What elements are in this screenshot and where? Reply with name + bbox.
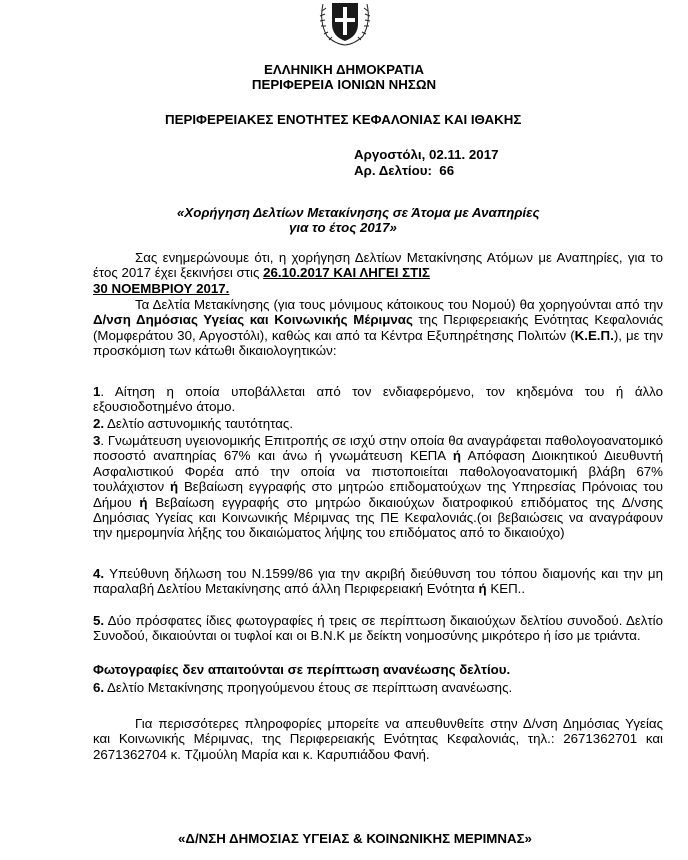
paragraph-start-date: Σας ενημερώνουμε ότι, η χορήγηση Δελτίων Μετακίνησης Ατόμων με Αναπηρίες, για το έτος 2017 έχει ξεκινήσει στις 26.10.2017 ΚΑΙ ΛΗΓΕΙ ΣΤΙΣ 30 ΝΟΕΜΒΡΙΟΥ 2017.: [93, 250, 663, 296]
dateline-date: Αργοστόλι, 02.11. 2017: [354, 147, 499, 162]
bulletin-number: 66: [439, 163, 455, 178]
requirement-3: 3. Γνωμάτευση υγειονομικής Επιτροπής σε ισχύ στην οποία θα αναγράφεται παθολογοανατομικό ποσοστό αναπηρίας 67% και άνω ή γνωμάτευση ΚΕΠΑ ή Απόφαση Διοικητικού Διευθυντή Ασφαλιστικού Φορέα από την οποία να πιστοποιείται παθολογοανατομική βλάβη 67% τουλάχιστον ή Βεβαίωση εγγραφής στο μητρώο επιδοματούχων της Υπηρεσίας Πρόνοιας του Δήμου ή Βεβαίωση εγγραφής στο μητρώο δικαιούχων διατροφικού επιδόματος της Δ/νσης Δημόσιας Υγείας και Κοινωνικής Μέριμνας της ΠΕ Κεφαλονιάς.(οι βεβαιώσεις να αναγράφουν την ημερομηνία λήξης του δικαιώματος λήψης του επιδόματος από το δικαιούχο): [93, 433, 663, 541]
header-region: ΠΕΡΙΦΕΡΕΙΑ ΙΟΝΙΩΝ ΝΗΣΩΝ: [251, 77, 437, 92]
paragraph-issuance: Τα Δελτία Μετακίνησης (για τους μόνιμους κάτοικους του Νομού) θα χορηγούνται από την Δ/νση Δημόσιας Υγείας και Κοινωνικής Μέριμνας της Περιφερειακής Ενότητας Κεφαλονιάς (Μομφεράτου 30, Αργοστόλι), καθώς και από τα Κέντρα Εξυπηρέτησης Πολιτών (Κ.Ε.Π.), με την προσκόμιση των κάτωθι δικαιολογητικών:: [93, 297, 663, 359]
hellenic-republic-emblem: [317, 0, 373, 46]
requirement-1: 1. Αίτηση η οποία υποβάλλεται από τον ενδιαφερόμενο, τον κηδεμόνα του ή άλλο εξουσιοδοτημένο άτομο.: [93, 384, 663, 415]
kep-abbrev: Κ.Ε.Π.: [574, 327, 614, 343]
directorate-name: Δ/νση Δημόσιας Υγείας και Κοινωνικής Μέριμνας: [93, 312, 413, 328]
bulletin-label: Αρ. Δελτίου:: [354, 163, 432, 178]
start-end-date: 26.10.2017 ΚΑΙ ΛΗΓΕΙ ΣΤΙΣ: [263, 265, 430, 281]
contact-paragraph: Για περισσότερες πληροφορίες μπορείτε να απευθυνθείτε στην Δ/νση Δημόσιας Υγείας και Κοινωνικής Μέριμνας, της Περιφερειακής Ενότητας Κεφαλονιάς, τηλ.: 2671362701 και 2671362704 κ. Τζιμούλη Μαρία και κ. Καρυπιάδου Φανή.: [93, 716, 663, 762]
requirement-6: 6. Δελτίο Μετακίνησης προηγούμενου έτους σε περίπτωση ανανέωσης.: [93, 680, 513, 695]
dateline-bulletin: [354, 163, 454, 178]
signature-directorate: «Δ/ΝΣΗ ΔΗΜΟΣΙΑΣ ΥΓΕΙΑΣ & ΚΟΙΝΩΝΙΚΗΣ ΜΕΡΙΜΝΑΣ»: [178, 831, 532, 846]
title-line-2: για το έτος 2017»: [289, 220, 397, 235]
requirement-5: 5. Δύο πρόσφατες ίδιες φωτογραφίες ή τρεις σε περίπτωση δικαιούχων δελτίου συνοδού. Δελτίο Συνοδού, δικαιούνται οι τυφλοί και οι Β.Ν.Κ με δείκτη νοημοσύνης μικρότερο ή ίσο με τριάντα.: [93, 613, 663, 644]
photo-renewal-note: Φωτογραφίες δεν απαιτούνται σε περίπτωση ανανέωσης δελτίου.: [93, 662, 511, 677]
requirement-4: 4. Υπεύθυνη δήλωση του Ν.1599/86 για την ακριβή διεύθυνση του τόπου διαμονής και την μη παραλαβή Δελτίου Μετακίνησης από άλλη Περιφερειακή Ενότητα ή ΚΕΠ..: [93, 566, 663, 597]
header-country: ΕΛΛΗΝΙΚΗ ΔΗΜΟΚΡΑΤΙΑ: [264, 62, 424, 77]
header-units: ΠΕΡΙΦΕΡΕΙΑΚΕΣ ΕΝΟΤΗΤΕΣ ΚΕΦΑΛΟΝΙΑΣ ΚΑΙ ΙΘΑΚΗΣ: [165, 112, 522, 127]
end-date: 30 ΝΟΕΜΒΡΙΟΥ 2017.: [93, 280, 230, 296]
requirement-2: 2. Δελτίο αστυνομικής ταυτότητας.: [93, 416, 294, 431]
title-line-1: «Χορήγηση Δελτίων Μετακίνησης σε Άτομα με Αναπηρίες: [177, 205, 540, 220]
